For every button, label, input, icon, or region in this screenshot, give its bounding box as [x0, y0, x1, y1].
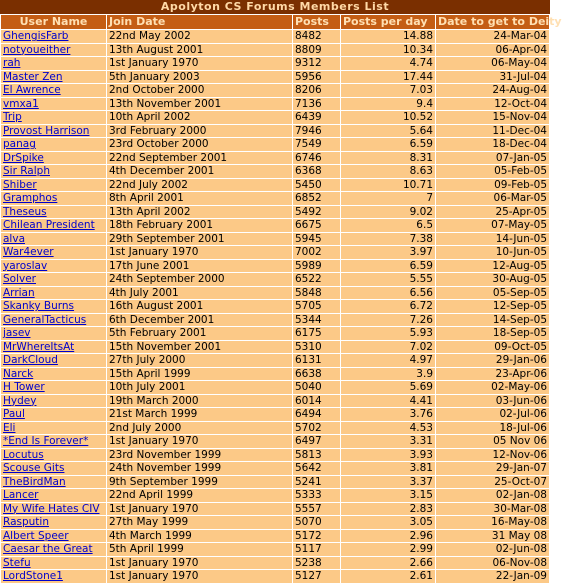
join-date-cell: 15th November 2001: [107, 341, 292, 354]
posts-per-day-cell: 3.76: [341, 408, 435, 421]
join-date-cell: 4th March 1999: [107, 530, 292, 543]
deity-date-cell: 06-Apr-04: [436, 44, 549, 57]
user-name-cell: [1, 354, 106, 367]
table-row: [1, 327, 549, 340]
table-row: [1, 314, 549, 327]
user-name-cell: [1, 503, 106, 516]
posts-per-day-cell: 17.44: [341, 71, 435, 84]
user-profile-link[interactable]: Provost Harrison: [3, 124, 90, 137]
deity-date-cell: 30-Mar-08: [436, 503, 549, 516]
table-row: [1, 44, 549, 57]
user-name-cell: [1, 206, 106, 219]
posts-cell: 5848: [293, 287, 340, 300]
deity-date-cell: 18-Sep-05: [436, 327, 549, 340]
posts-per-day-cell: 5.93: [341, 327, 435, 340]
user-profile-link[interactable]: *End Is Forever*: [3, 435, 89, 448]
join-date-cell: 10th April 2002: [107, 111, 292, 124]
posts-cell: 5333: [293, 489, 340, 502]
posts-cell: 7549: [293, 138, 340, 151]
posts-per-day-cell: 2.83: [341, 503, 435, 516]
posts-cell: 6675: [293, 219, 340, 232]
column-header-posts: Posts: [293, 15, 340, 29]
deity-date-cell: 22-Jan-09: [436, 570, 549, 583]
posts-per-day-cell: 3.97: [341, 246, 435, 259]
table-row: [1, 273, 549, 286]
posts-cell: 6522: [293, 273, 340, 286]
join-date-cell: 23rd October 2000: [107, 138, 292, 151]
user-name-cell: [1, 570, 106, 583]
join-date-cell: 2nd July 2000: [107, 422, 292, 435]
join-date-cell: 21st March 1999: [107, 408, 292, 421]
table-row: [1, 354, 549, 367]
user-name-cell: [1, 260, 106, 273]
user-name-cell: [1, 165, 106, 178]
posts-cell: 7946: [293, 125, 340, 138]
deity-date-cell: 12-Sep-05: [436, 300, 549, 313]
deity-date-cell: 06-May-04: [436, 57, 549, 70]
posts-cell: 5945: [293, 233, 340, 246]
table-row: [1, 476, 549, 489]
table-row: [1, 219, 549, 232]
join-date-cell: 29th September 2001: [107, 233, 292, 246]
posts-cell: 5450: [293, 179, 340, 192]
table-row: [1, 246, 549, 259]
table-row: [1, 111, 549, 124]
posts-cell: 5705: [293, 300, 340, 313]
table-row: [1, 381, 549, 394]
user-profile-link[interactable]: Theseus: [3, 205, 47, 218]
user-name-cell: [1, 44, 106, 57]
table-row: [1, 395, 549, 408]
join-date-cell: 15th April 1999: [107, 368, 292, 381]
user-name-cell: [1, 408, 106, 421]
table-row: [1, 206, 549, 219]
user-name-cell: [1, 273, 106, 286]
posts-per-day-cell: 7.03: [341, 84, 435, 97]
join-date-cell: 18th February 2001: [107, 219, 292, 232]
table-row: [1, 138, 549, 151]
user-profile-link[interactable]: Scouse Gits: [3, 462, 65, 475]
table-title: Apolyton CS Forums Members List: [0, 0, 550, 14]
table-row: [1, 570, 549, 583]
join-date-cell: 22nd April 1999: [107, 489, 292, 502]
deity-date-cell: 14-Sep-05: [436, 314, 549, 327]
join-date-cell: 22nd September 2001: [107, 152, 292, 165]
deity-date-cell: 31-Jul-04: [436, 71, 549, 84]
user-name-cell: [1, 84, 106, 97]
deity-date-cell: 18-Jul-06: [436, 422, 549, 435]
posts-per-day-cell: 3.15: [341, 489, 435, 502]
join-date-cell: 1st January 1970: [107, 503, 292, 516]
join-date-cell: 1st January 1970: [107, 57, 292, 70]
join-date-cell: 6th December 2001: [107, 314, 292, 327]
column-header-deity-date: Date to get to Deity: [438, 15, 562, 28]
join-date-cell: 1st January 1970: [107, 557, 292, 570]
deity-date-cell: 03-Jun-06: [436, 395, 549, 408]
user-profile-link[interactable]: Trip: [3, 111, 22, 124]
join-date-cell: 3rd February 2000: [107, 125, 292, 138]
deity-date-cell: 23-Apr-06: [436, 368, 549, 381]
table-row: [1, 260, 549, 273]
posts-per-day-cell: 4.74: [341, 57, 435, 70]
posts-per-day-cell: 3.37: [341, 476, 435, 489]
posts-cell: 6638: [293, 368, 340, 381]
user-name-cell: [1, 435, 106, 448]
posts-per-day-cell: 3.9: [341, 368, 435, 381]
deity-date-cell: 24-Aug-04: [436, 84, 549, 97]
join-date-cell: 9th September 1999: [107, 476, 292, 489]
posts-cell: 5172: [293, 530, 340, 543]
user-name-cell: [1, 314, 106, 327]
deity-date-cell: 12-Nov-06: [436, 449, 549, 462]
user-profile-link[interactable]: DarkCloud: [3, 354, 58, 367]
user-profile-link[interactable]: alva: [3, 232, 25, 245]
user-profile-link[interactable]: Shiber: [3, 178, 37, 191]
user-profile-link[interactable]: Gramphos: [3, 192, 58, 205]
user-profile-link[interactable]: jasev: [3, 327, 31, 340]
user-name-cell: [1, 530, 106, 543]
user-name-cell: [1, 192, 106, 205]
deity-date-cell: 16-May-08: [436, 516, 549, 529]
posts-cell: 5492: [293, 206, 340, 219]
table-row: [1, 179, 549, 192]
user-profile-link[interactable]: GeneralTacticus: [3, 313, 87, 326]
deity-date-cell: 12-Aug-05: [436, 260, 549, 273]
table-row: [1, 516, 549, 529]
posts-per-day-cell: 10.71: [341, 179, 435, 192]
table-row: [1, 530, 549, 543]
table-row: [1, 300, 549, 313]
deity-date-cell: 06-Mar-05: [436, 192, 549, 205]
deity-date-cell: 12-Oct-04: [436, 98, 549, 111]
join-date-cell: 27th July 2000: [107, 354, 292, 367]
user-profile-link[interactable]: Caesar the Great: [3, 543, 93, 556]
posts-per-day-cell: 4.97: [341, 354, 435, 367]
posts-cell: 5040: [293, 381, 340, 394]
user-name-cell: [1, 246, 106, 259]
join-date-cell: 22nd May 2002: [107, 30, 292, 43]
table-row: [1, 192, 549, 205]
posts-per-day-cell: 10.52: [341, 111, 435, 124]
join-date-cell: 13th April 2002: [107, 206, 292, 219]
user-profile-link[interactable]: Eli: [3, 421, 16, 434]
posts-cell: 5310: [293, 341, 340, 354]
posts-cell: 5642: [293, 462, 340, 475]
column-header-user-name: User Name: [1, 15, 106, 29]
members-table-body: [1, 30, 549, 583]
posts-cell: 7136: [293, 98, 340, 111]
posts-cell: 6746: [293, 152, 340, 165]
posts-per-day-cell: 5.69: [341, 381, 435, 394]
user-name-cell: [1, 152, 106, 165]
posts-per-day-cell: 6.59: [341, 138, 435, 151]
deity-date-cell: 25-Apr-05: [436, 206, 549, 219]
posts-cell: 7002: [293, 246, 340, 259]
join-date-cell: 19th March 2000: [107, 395, 292, 408]
posts-per-day-cell: 3.93: [341, 449, 435, 462]
user-profile-link[interactable]: Lancer: [3, 489, 39, 502]
deity-date-cell: 25-Oct-07: [436, 476, 549, 489]
table-row: [1, 287, 549, 300]
user-name-cell: [1, 233, 106, 246]
user-profile-link[interactable]: Rasputin: [3, 516, 49, 529]
join-date-cell: 1st January 1970: [107, 246, 292, 259]
user-name-cell: [1, 327, 106, 340]
join-date-cell: 1st January 1970: [107, 570, 292, 583]
table-row: [1, 165, 549, 178]
user-name-cell: [1, 557, 106, 570]
posts-per-day-cell: 4.41: [341, 395, 435, 408]
user-name-cell: [1, 449, 106, 462]
posts-per-day-cell: 5.64: [341, 125, 435, 138]
table-row: [1, 422, 549, 435]
column-header-join-date: Join Date: [107, 15, 292, 29]
posts-per-day-cell: 6.72: [341, 300, 435, 313]
table-row: [1, 71, 549, 84]
posts-per-day-cell: 10.34: [341, 44, 435, 57]
table-row: [1, 368, 549, 381]
posts-cell: 6852: [293, 192, 340, 205]
table-row: [1, 98, 549, 111]
deity-date-cell: 07-May-05: [436, 219, 549, 232]
join-date-cell: 10th July 2001: [107, 381, 292, 394]
deity-date-cell: 15-Nov-04: [436, 111, 549, 124]
user-profile-link[interactable]: Solver: [3, 273, 36, 286]
user-name-cell: [1, 138, 106, 151]
posts-cell: 8809: [293, 44, 340, 57]
deity-date-cell: 09-Feb-05: [436, 179, 549, 192]
posts-per-day-cell: 7.38: [341, 233, 435, 246]
join-date-cell: 5th February 2001: [107, 327, 292, 340]
user-profile-link[interactable]: DrSpike: [3, 151, 44, 164]
table-row: [1, 341, 549, 354]
table-row: [1, 543, 549, 556]
deity-date-cell: 11-Dec-04: [436, 125, 549, 138]
user-profile-link[interactable]: Stefu: [3, 556, 31, 569]
user-profile-link[interactable]: Paul: [3, 408, 25, 421]
user-name-cell: [1, 422, 106, 435]
join-date-cell: 16th August 2001: [107, 300, 292, 313]
posts-cell: 5702: [293, 422, 340, 435]
user-name-cell: [1, 179, 106, 192]
posts-cell: 8482: [293, 30, 340, 43]
deity-date-cell: 24-Mar-04: [436, 30, 549, 43]
user-profile-link[interactable]: Arrian: [3, 286, 35, 299]
deity-date-cell: 30-Aug-05: [436, 273, 549, 286]
user-name-cell: [1, 125, 106, 138]
join-date-cell: 4th December 2001: [107, 165, 292, 178]
join-date-cell: 17th June 2001: [107, 260, 292, 273]
posts-per-day-cell: 6.59: [341, 260, 435, 273]
posts-cell: 6439: [293, 111, 340, 124]
posts-per-day-cell: 3.81: [341, 462, 435, 475]
user-profile-link[interactable]: TheBirdMan: [3, 475, 66, 488]
user-name-cell: [1, 30, 106, 43]
posts-per-day-cell: 2.61: [341, 570, 435, 583]
user-profile-link[interactable]: LordStone1: [3, 570, 63, 583]
table-row: [1, 449, 549, 462]
posts-per-day-cell: 8.63: [341, 165, 435, 178]
table-row: [1, 152, 549, 165]
deity-date-cell: 02-Jul-06: [436, 408, 549, 421]
deity-date-cell: 02-Jun-08: [436, 543, 549, 556]
user-profile-link[interactable]: H Tower: [3, 381, 45, 394]
posts-cell: 5241: [293, 476, 340, 489]
posts-per-day-cell: 3.31: [341, 435, 435, 448]
table-row: [1, 57, 549, 70]
user-profile-link[interactable]: El Awrence: [3, 84, 61, 97]
user-name-cell: [1, 395, 106, 408]
posts-cell: 6131: [293, 354, 340, 367]
deity-date-cell: 06-Nov-08: [436, 557, 549, 570]
posts-per-day-cell: 2.99: [341, 543, 435, 556]
table-row: [1, 503, 549, 516]
join-date-cell: 13th August 2001: [107, 44, 292, 57]
table-row: [1, 462, 549, 475]
posts-per-day-cell: 2.96: [341, 530, 435, 543]
user-profile-link[interactable]: rah: [3, 57, 21, 70]
join-date-cell: 2nd October 2000: [107, 84, 292, 97]
posts-per-day-cell: 6.5: [341, 219, 435, 232]
posts-per-day-cell: 7.02: [341, 341, 435, 354]
join-date-cell: 8th April 2001: [107, 192, 292, 205]
posts-per-day-cell: 7: [341, 192, 435, 205]
deity-date-cell: 09-Oct-05: [436, 341, 549, 354]
user-name-cell: [1, 287, 106, 300]
user-profile-link[interactable]: Albert Speer: [3, 529, 69, 542]
user-profile-link[interactable]: Narck: [3, 367, 34, 380]
user-profile-link[interactable]: War4ever: [3, 246, 54, 259]
posts-cell: 5127: [293, 570, 340, 583]
deity-date-cell: 05 Nov 06: [436, 435, 549, 448]
user-profile-link[interactable]: Locutus: [3, 448, 44, 461]
deity-date-cell: 02-May-06: [436, 381, 549, 394]
join-date-cell: 5th January 2003: [107, 71, 292, 84]
posts-cell: 5117: [293, 543, 340, 556]
user-name-cell: [1, 71, 106, 84]
posts-per-day-cell: 9.4: [341, 98, 435, 111]
deity-date-cell: 18-Dec-04: [436, 138, 549, 151]
table-row: [1, 435, 549, 448]
posts-per-day-cell: 3.05: [341, 516, 435, 529]
posts-per-day-cell: 14.88: [341, 30, 435, 43]
user-profile-link[interactable]: Sir Ralph: [3, 165, 50, 178]
table-row: [1, 408, 549, 421]
posts-cell: 5956: [293, 71, 340, 84]
posts-cell: 6014: [293, 395, 340, 408]
table-row: [1, 557, 549, 570]
column-header-posts-per-day: Posts per day: [341, 15, 435, 29]
deity-date-cell: 05-Feb-05: [436, 165, 549, 178]
posts-cell: 9312: [293, 57, 340, 70]
posts-per-day-cell: 7.26: [341, 314, 435, 327]
table-row: [1, 125, 549, 138]
deity-date-cell: 29-Jan-07: [436, 462, 549, 475]
posts-cell: 8206: [293, 84, 340, 97]
deity-date-cell: 31 May 08: [436, 530, 549, 543]
posts-cell: 5070: [293, 516, 340, 529]
deity-date-cell: 10-Jun-05: [436, 246, 549, 259]
user-profile-link[interactable]: Chilean President: [3, 219, 95, 232]
table-row: [1, 84, 549, 97]
join-date-cell: 22nd July 2002: [107, 179, 292, 192]
posts-cell: 5238: [293, 557, 340, 570]
user-name-cell: [1, 98, 106, 111]
user-name-cell: [1, 341, 106, 354]
user-profile-link[interactable]: MrWhereItsAt: [3, 340, 75, 353]
user-profile-link[interactable]: yaroslav: [3, 259, 48, 272]
deity-date-cell: 05-Sep-05: [436, 287, 549, 300]
deity-date-cell: 14-Jun-05: [436, 233, 549, 246]
posts-cell: 5557: [293, 503, 340, 516]
join-date-cell: 23rd November 1999: [107, 449, 292, 462]
table-row: [1, 30, 549, 43]
posts-cell: 5989: [293, 260, 340, 273]
join-date-cell: 27th May 1999: [107, 516, 292, 529]
join-date-cell: 1st January 1970: [107, 435, 292, 448]
user-name-cell: [1, 111, 106, 124]
join-date-cell: 4th July 2001: [107, 287, 292, 300]
join-date-cell: 13th November 2001: [107, 98, 292, 111]
user-name-cell: [1, 57, 106, 70]
posts-cell: 6497: [293, 435, 340, 448]
join-date-cell: 5th April 1999: [107, 543, 292, 556]
posts-per-day-cell: 2.66: [341, 557, 435, 570]
posts-cell: 5344: [293, 314, 340, 327]
user-profile-link[interactable]: vmxa1: [3, 97, 39, 110]
user-name-cell: [1, 300, 106, 313]
user-profile-link[interactable]: Master Zen: [3, 70, 63, 83]
user-profile-link[interactable]: notyoueither: [3, 43, 71, 56]
user-name-cell: [1, 368, 106, 381]
user-name-cell: [1, 476, 106, 489]
posts-per-day-cell: 4.53: [341, 422, 435, 435]
table-row: [1, 489, 549, 502]
deity-date-cell: 07-Jan-05: [436, 152, 549, 165]
table-row: [1, 233, 549, 246]
deity-date-cell: 29-Jan-06: [436, 354, 549, 367]
header-row: [1, 15, 549, 29]
posts-cell: 6494: [293, 408, 340, 421]
posts-per-day-cell: 9.02: [341, 206, 435, 219]
user-profile-link[interactable]: My Wife Hates CIV: [3, 502, 100, 515]
deity-date-cell: 02-Jan-08: [436, 489, 549, 502]
posts-cell: 6368: [293, 165, 340, 178]
user-name-cell: [1, 516, 106, 529]
user-name-cell: [1, 381, 106, 394]
join-date-cell: 24th November 1999: [107, 462, 292, 475]
user-name-cell: [1, 489, 106, 502]
user-name-cell: [1, 219, 106, 232]
user-profile-link[interactable]: Skanky Burns: [3, 300, 75, 313]
user-name-cell: [1, 462, 106, 475]
user-name-cell: [1, 543, 106, 556]
posts-per-day-cell: 8.31: [341, 152, 435, 165]
posts-cell: 6175: [293, 327, 340, 340]
user-profile-link[interactable]: panag: [3, 138, 36, 151]
join-date-cell: 24th September 2000: [107, 273, 292, 286]
user-profile-link[interactable]: GhengisFarb: [3, 30, 69, 43]
posts-per-day-cell: 6.56: [341, 287, 435, 300]
posts-cell: 5813: [293, 449, 340, 462]
user-profile-link[interactable]: Hydey: [3, 394, 37, 407]
posts-per-day-cell: 5.55: [341, 273, 435, 286]
